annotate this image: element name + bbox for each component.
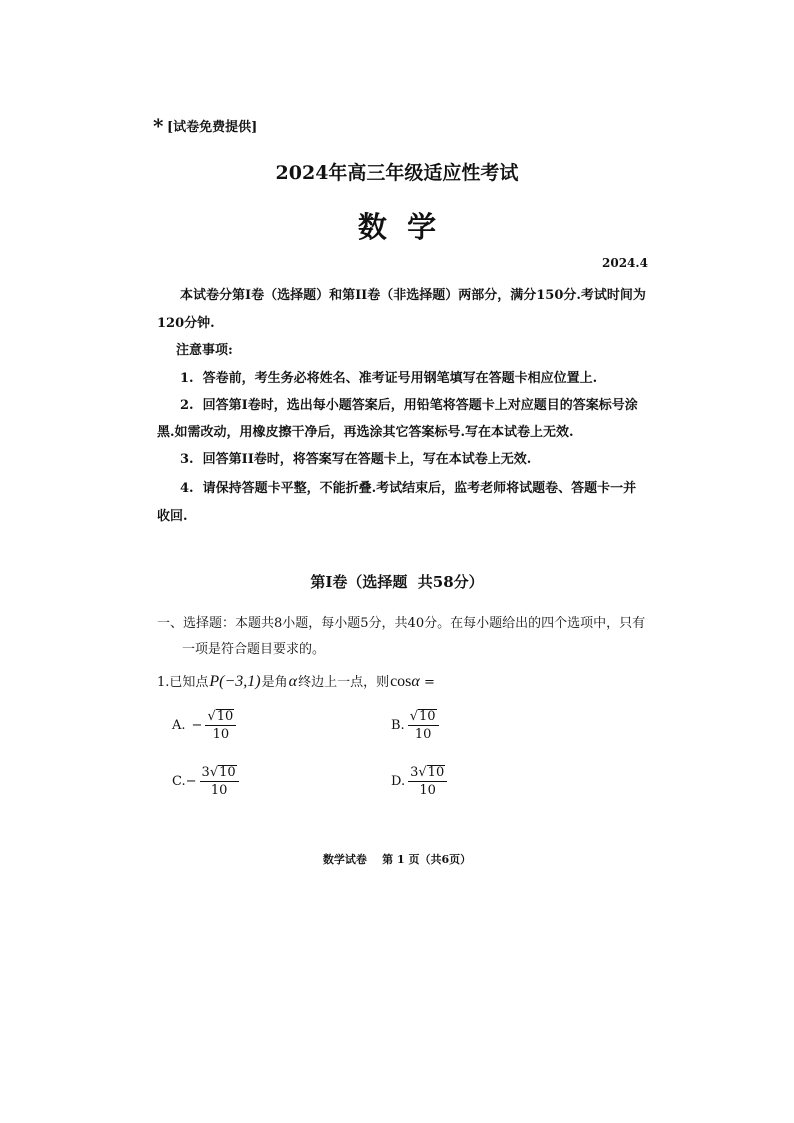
option-a-sign: − (191, 717, 203, 733)
q1-cos: cos (390, 673, 412, 690)
exam-date: 2024.4 (602, 256, 648, 270)
option-c-label: C. (172, 773, 186, 789)
sqrt-icon: √ (409, 709, 418, 724)
sqrt-icon: √ (418, 765, 427, 780)
notes-item-4-line-2: 收回. (157, 509, 188, 524)
question-1-stem (157, 671, 435, 691)
option-a-radicand: 10 (216, 709, 234, 724)
option-d-radicand: 10 (427, 765, 445, 780)
exam-title: 2024年高三年级适应性考试 (275, 162, 519, 184)
q1-prefix: 1.已知点 (157, 675, 209, 690)
notes-item-4-line-1: 4. 请保持答题卡平整，不能折叠.考试结束后，监考老师将试题卷、答题卡一并 (180, 481, 637, 496)
notes-heading: 注意事项: (176, 343, 233, 358)
q1-suffix: 终边上一点，则 (298, 675, 390, 690)
q1-alpha: α (288, 673, 298, 690)
section-instruction-line-1: 一、选择题：本题共8小题，每小题5分，共40分。在每小题给出的四个选项中，只有 (157, 616, 646, 631)
sqrt-icon: √ (207, 709, 216, 724)
option-a-fraction (205, 709, 236, 741)
option-b-label: B. (391, 717, 405, 733)
q1-point: P(−3,1) (209, 673, 261, 690)
q1-equals: = (419, 675, 435, 690)
option-b-radicand: 10 (418, 709, 436, 724)
page-footer: 数学试卷 第 1 页（共6页） (322, 853, 472, 866)
option-a-label: A. (172, 717, 186, 733)
option-d-denominator: 10 (419, 783, 436, 798)
option-c-denominator: 10 (210, 783, 228, 798)
notes-item-1: 1. 答卷前，考生务必将姓名、准考证号用钢笔填写在答题卡相应位置上. (180, 371, 598, 386)
option-d-label: D. (391, 773, 406, 789)
option-d-coefficient: 3 (410, 765, 419, 780)
notes-item-2-line-1: 2. 回答第I卷时，选出每小题答案后，用铅笔将答题卡上对应题目的答案标号涂 (180, 398, 638, 413)
option-a-denominator: 10 (212, 727, 230, 742)
header-mark: * (153, 114, 164, 138)
section-instruction-line-2: 一项是符合题目要求的。 (182, 642, 326, 657)
intro-line-2: 120分钟. (157, 316, 215, 331)
option-b-denominator: 10 (414, 727, 432, 742)
sqrt-icon: √ (209, 765, 219, 780)
section-title: 第I卷（选择题 共58分） (310, 573, 484, 591)
option-b[interactable] (391, 709, 439, 741)
header-note: [试卷免费提供] (167, 120, 258, 135)
option-c-fraction (200, 765, 239, 797)
option-d-fraction (408, 765, 447, 797)
option-c[interactable] (172, 765, 239, 797)
notes-item-2-line-2: 黑.如需改动，用橡皮擦干净后，再选涂其它答案标号.写在本试卷上无效. (157, 425, 574, 440)
option-c-sign: − (185, 773, 197, 789)
option-c-coefficient: 3 (201, 765, 210, 780)
option-c-radicand: 10 (219, 765, 236, 780)
q1-alpha-2: α (411, 673, 420, 690)
q1-middle: 是角 (261, 675, 288, 690)
subject-title: 数 学 (357, 210, 437, 244)
option-a[interactable] (172, 709, 236, 741)
notes-item-3: 3. 回答第II卷时，将答案写在答题卡上，写在本试卷上无效. (180, 452, 532, 467)
option-d[interactable] (391, 765, 447, 797)
option-b-fraction (408, 709, 439, 741)
intro-line-1: 本试卷分第I卷（选择题）和第II卷（非选择题）两部分，满分150分.考试时间为 (180, 288, 646, 303)
